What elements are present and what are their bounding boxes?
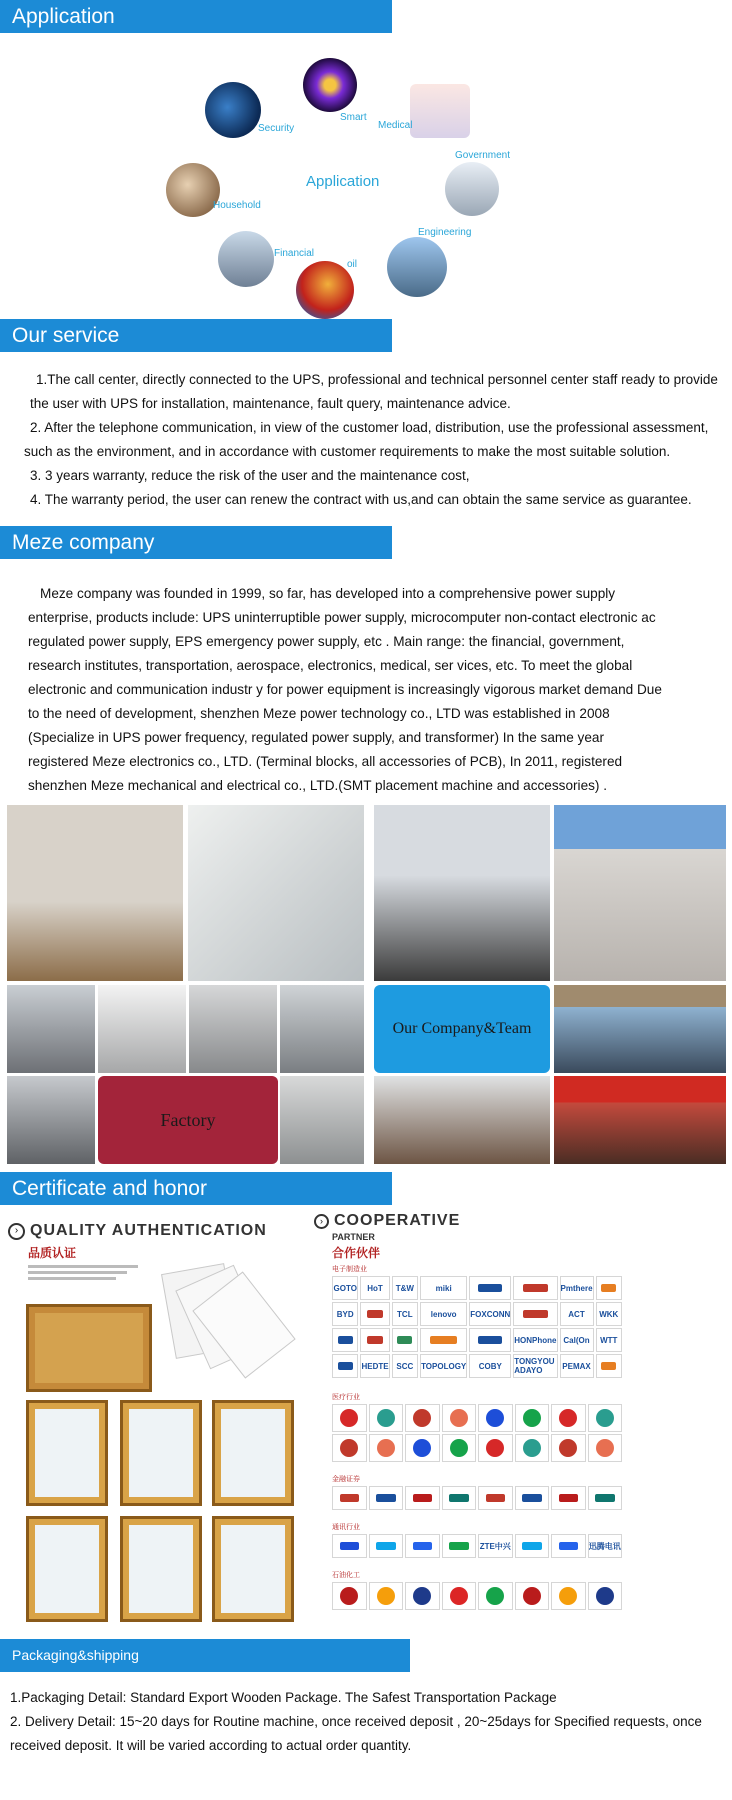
workshop-photo-4 [280, 985, 364, 1073]
partner-logo [551, 1434, 586, 1462]
partner-logo [478, 1486, 513, 1510]
partner-logo-mark [559, 1494, 579, 1502]
security-image [205, 82, 261, 138]
partner-logo [596, 1276, 622, 1300]
partner-logo [515, 1582, 550, 1610]
service-list [24, 368, 730, 512]
partner-logo-mark [449, 1542, 469, 1550]
partner-logo [369, 1534, 404, 1558]
partner-logo [332, 1404, 367, 1432]
partner-logo [332, 1534, 367, 1558]
partner-logo-mark [486, 1494, 506, 1502]
chevron-right-icon: › [8, 1223, 25, 1240]
partner-logo [405, 1582, 440, 1610]
partner-logo-mark [478, 1284, 502, 1292]
gold-plaque [26, 1304, 152, 1392]
partner-logo [515, 1404, 550, 1432]
partner-logo-mark [596, 1409, 614, 1427]
team-photo [554, 985, 726, 1073]
partner-logo [405, 1486, 440, 1510]
partner-logo [442, 1486, 477, 1510]
partner-logo-grid [332, 1276, 622, 1378]
partner-logo [478, 1404, 513, 1432]
partner-logo [596, 1354, 622, 1378]
partner-logo-mark [486, 1587, 504, 1605]
service-item: 2. After the telephone communication, in view of the customer load, distribution, use the professional assessment, such as the environment, and in accordance with customer requirements to make the most suitable solution. [24, 420, 709, 459]
household-image [166, 163, 220, 217]
partner-logo-mark [376, 1542, 396, 1550]
company-text: Meze company was founded in 1999, so far, has developed into a comprehensive power supply enterprise, products include: UPS uninterruptible power supply, microcomputer non-contact electronic ac regulated power supply, EPS emergency power supply, etc . Main range: the financial, government, research institutes, transportation, aerospace, electronics, medical, ser vices, etc. To meet the global electronic and communication industr y for power equipment is increasingly vigorous market demand Due to the need of development, shenzhen Meze power technology co., LTD was established in 2008 (Specialize in UPS power frequency, regulated power supply, and transformer) In the same year registered Meze electronics co., LTD. (Terminal blocks, all accessories of PCB), In 2011, registered shenzhen Meze mechanical and electrical co., LTD.(SMT placement machine and accessories) . [28, 586, 662, 793]
partner-logo-mark [450, 1587, 468, 1605]
packaging-item: 2. Delivery Detail: 15~20 days for Routine machine, once received deposit , 20~25days for Specified requests, once received deposit. It will be varied according to actual order quantity. [10, 1714, 702, 1753]
category-label: 医疗行业 [332, 1394, 360, 1401]
partner-logo [551, 1404, 586, 1432]
partner-logo [442, 1534, 477, 1558]
partner-logo-mark [478, 1336, 502, 1344]
partner-logo: HEDTE [360, 1354, 389, 1378]
packaging-item: 1.Packaging Detail: Standard Export Wooden Package. The Safest Transportation Package [10, 1690, 557, 1705]
partner-logo-mark [338, 1336, 353, 1344]
intro-text-lines [28, 1262, 138, 1283]
partner-logo [369, 1404, 404, 1432]
partner-logo [405, 1434, 440, 1462]
partner-logo [588, 1404, 623, 1432]
category-label: 通讯行业 [332, 1524, 360, 1531]
partner-logo-mark [596, 1587, 614, 1605]
section-header-service: Our service [0, 319, 392, 352]
partner-logo [515, 1486, 550, 1510]
partner-logo [360, 1302, 389, 1326]
partner-logo [332, 1328, 358, 1352]
section-header-certificate: Certificate and honor [0, 1172, 392, 1205]
certificate-frame [120, 1516, 202, 1622]
partner-logo-mark [413, 1587, 431, 1605]
workshop-photo-6 [280, 1076, 364, 1164]
partner-logo [405, 1404, 440, 1432]
partner-logo-mark [522, 1542, 542, 1550]
partner-logo-mark [413, 1439, 431, 1457]
factory-label-box [98, 1076, 278, 1164]
partner-logo: SCC [392, 1354, 418, 1378]
partner-logo [392, 1328, 418, 1352]
medical-logo-grid [332, 1404, 622, 1462]
partner-logo-mark [450, 1439, 468, 1457]
partner-logo [478, 1434, 513, 1462]
category-label: 电子制造业 [332, 1266, 367, 1273]
quality-authentication [8, 1222, 308, 1622]
smart-image [303, 58, 357, 112]
service-item: 4. The warranty period, the user can renew the contract with us,and can obtain the same service as guarantee. [30, 492, 692, 507]
partner-logo: TOPOLOGY [420, 1354, 467, 1378]
partner-logo-mark [486, 1409, 504, 1427]
partner-logo: GOTO [332, 1276, 358, 1300]
partner-logo: ACT [560, 1302, 594, 1326]
financial-label: Financial [274, 248, 315, 259]
category-label: 金融证券 [332, 1476, 360, 1483]
partner-logo [513, 1276, 557, 1300]
coop-subtitle: PARTNER [332, 1232, 375, 1242]
partner-logo-mark [367, 1336, 383, 1344]
oil-logo-grid [332, 1582, 622, 1610]
partner-logo-mark [430, 1336, 457, 1344]
section-header-application: Application [0, 0, 392, 33]
partner-logo-mark [340, 1494, 360, 1502]
partner-logo-mark [523, 1439, 541, 1457]
government-image [445, 162, 499, 216]
team-label: Our Company&Team [392, 1020, 532, 1037]
team-label-box [374, 985, 550, 1073]
partner-logo [478, 1582, 513, 1610]
medical-image [410, 84, 470, 138]
partner-logo [332, 1354, 358, 1378]
partner-logo: COBY [469, 1354, 511, 1378]
partner-logo [332, 1486, 367, 1510]
partner-logo-mark [413, 1409, 431, 1427]
meeting-photo [374, 805, 550, 981]
partner-logo-mark [449, 1494, 469, 1502]
partner-logo-mark [596, 1439, 614, 1457]
coop-title: COOPERATIVE [334, 1212, 461, 1229]
partner-logo [469, 1328, 511, 1352]
partner-logo [469, 1276, 511, 1300]
partner-logo-mark [523, 1310, 548, 1318]
application-center-label: Application [306, 173, 380, 190]
quality-title-row [8, 1222, 267, 1240]
chevron-right-icon: › [314, 1214, 329, 1229]
smart-label: Smart [340, 112, 367, 123]
section-header-company: Meze company [0, 526, 392, 559]
partner-logo-mark [413, 1542, 433, 1550]
coop-title-cn: 合作伙伴 [332, 1246, 381, 1260]
partner-logo [551, 1534, 586, 1558]
partner-logo: T&W [392, 1276, 418, 1300]
partner-logo: FOXCONN [469, 1302, 511, 1326]
telecom-logo-grid [332, 1534, 622, 1558]
partner-logo [369, 1434, 404, 1462]
partner-logo: WTT [596, 1328, 622, 1352]
certificate-frame [212, 1516, 294, 1622]
company-photo-collage [0, 800, 732, 1168]
partner-logo-mark [523, 1587, 541, 1605]
workshop-photo-3 [189, 985, 277, 1073]
partner-logo: HONPhone [513, 1328, 557, 1352]
partner-logo: miki [420, 1276, 467, 1300]
partner-logo [442, 1582, 477, 1610]
partner-logo [332, 1434, 367, 1462]
company-building-photo [554, 805, 726, 981]
partner-logo-mark [367, 1310, 383, 1318]
partner-logo-mark [559, 1439, 577, 1457]
section-header-packaging: Packaging&shipping [0, 1639, 410, 1672]
partner-logo-mark [559, 1409, 577, 1427]
partner-logo [420, 1328, 467, 1352]
partner-logo-mark [559, 1587, 577, 1605]
ups-cabinets-photo [7, 805, 183, 981]
partner-logo-mark [340, 1439, 358, 1457]
partner-logo-mark [397, 1336, 412, 1344]
workshop-photo-2 [98, 985, 186, 1073]
partner-logo-mark [450, 1409, 468, 1427]
partner-logo [588, 1434, 623, 1462]
partner-logo [588, 1486, 623, 1510]
government-label: Government [455, 150, 511, 161]
medical-label: Medical [378, 120, 413, 131]
oil-label: oil [347, 259, 358, 270]
certificate-frame [120, 1400, 202, 1506]
partner-logo-mark [340, 1409, 358, 1427]
partner-logo-mark [377, 1439, 395, 1457]
certificate-frame [212, 1400, 294, 1506]
partner-logo: TCL [392, 1302, 418, 1326]
partner-logo [360, 1328, 389, 1352]
partner-logo-mark [601, 1362, 616, 1370]
partner-logo-mark [559, 1542, 579, 1550]
quality-title-cn: 品质认证 [28, 1246, 77, 1260]
company-description [28, 582, 668, 798]
category-label: 石油化工 [332, 1572, 360, 1579]
partner-logo-mark [601, 1284, 616, 1292]
partner-logo [405, 1534, 440, 1558]
coop-title-row [314, 1212, 460, 1230]
partner-logo [442, 1434, 477, 1462]
partner-logo: 迅腾电讯 [588, 1534, 623, 1558]
anniversary-photo [554, 1076, 726, 1164]
partner-logo-mark [486, 1439, 504, 1457]
partner-logo-mark [413, 1494, 433, 1502]
partner-logo [515, 1434, 550, 1462]
partner-logo-mark [595, 1494, 615, 1502]
partner-logo [515, 1534, 550, 1558]
service-item: 1.The call center, directly connected to the UPS, professional and technical personnel center staff ready to provide the user with UPS for installation, maintenance, fault query, maintenance advice. [30, 372, 718, 411]
partner-logo: TONGYOU ADAYO [513, 1354, 557, 1378]
partner-logo-mark [523, 1409, 541, 1427]
partner-logo [551, 1582, 586, 1610]
application-diagram [0, 40, 732, 325]
engineering-label: Engineering [418, 227, 472, 238]
workshop-photo-1 [7, 985, 95, 1073]
household-label: Household [213, 200, 261, 211]
oil-image [296, 261, 354, 319]
packaging-list [10, 1686, 720, 1758]
ups-row-photo [188, 805, 364, 981]
certificate-frame [26, 1516, 108, 1622]
partner-logo-mark [377, 1409, 395, 1427]
partner-logo-mark [340, 1542, 360, 1550]
cooperative-partner [314, 1212, 619, 1622]
security-label: Security [258, 123, 295, 134]
service-item: 3. 3 years warranty, reduce the risk of the user and the maintenance cost, [30, 468, 470, 483]
quality-title: QUALITY AUTHENTICATION [30, 1222, 267, 1239]
partner-logo [369, 1582, 404, 1610]
partner-logo [551, 1486, 586, 1510]
partner-logo: Cal(On [560, 1328, 594, 1352]
partner-logo: lenovo [420, 1302, 467, 1326]
factory-label: Factory [160, 1109, 216, 1130]
financial-image [218, 231, 274, 287]
partner-logo: PEMAX [560, 1354, 594, 1378]
workshop-photo-5 [7, 1076, 95, 1164]
partner-logo [369, 1486, 404, 1510]
partner-logo: ZTE中兴 [478, 1534, 513, 1558]
partner-logo [513, 1302, 557, 1326]
partner-logo-mark [338, 1362, 353, 1370]
partner-logo [442, 1404, 477, 1432]
partner-logo-mark [523, 1284, 548, 1292]
finance-logo-grid [332, 1486, 622, 1510]
certificate-papers [168, 1260, 288, 1380]
partner-logo: BYD [332, 1302, 358, 1326]
partner-logo [588, 1582, 623, 1610]
certificate-frame [26, 1400, 108, 1506]
partner-logo-mark [377, 1587, 395, 1605]
office-photo [374, 1076, 550, 1164]
partner-logo: WKK [596, 1302, 622, 1326]
partner-logo [332, 1582, 367, 1610]
partner-logo-mark [522, 1494, 542, 1502]
engineering-image [387, 237, 447, 297]
partner-logo: HoT [360, 1276, 389, 1300]
partner-logo: Pmthere [560, 1276, 594, 1300]
partner-logo-mark [340, 1587, 358, 1605]
partner-logo-mark [376, 1494, 396, 1502]
